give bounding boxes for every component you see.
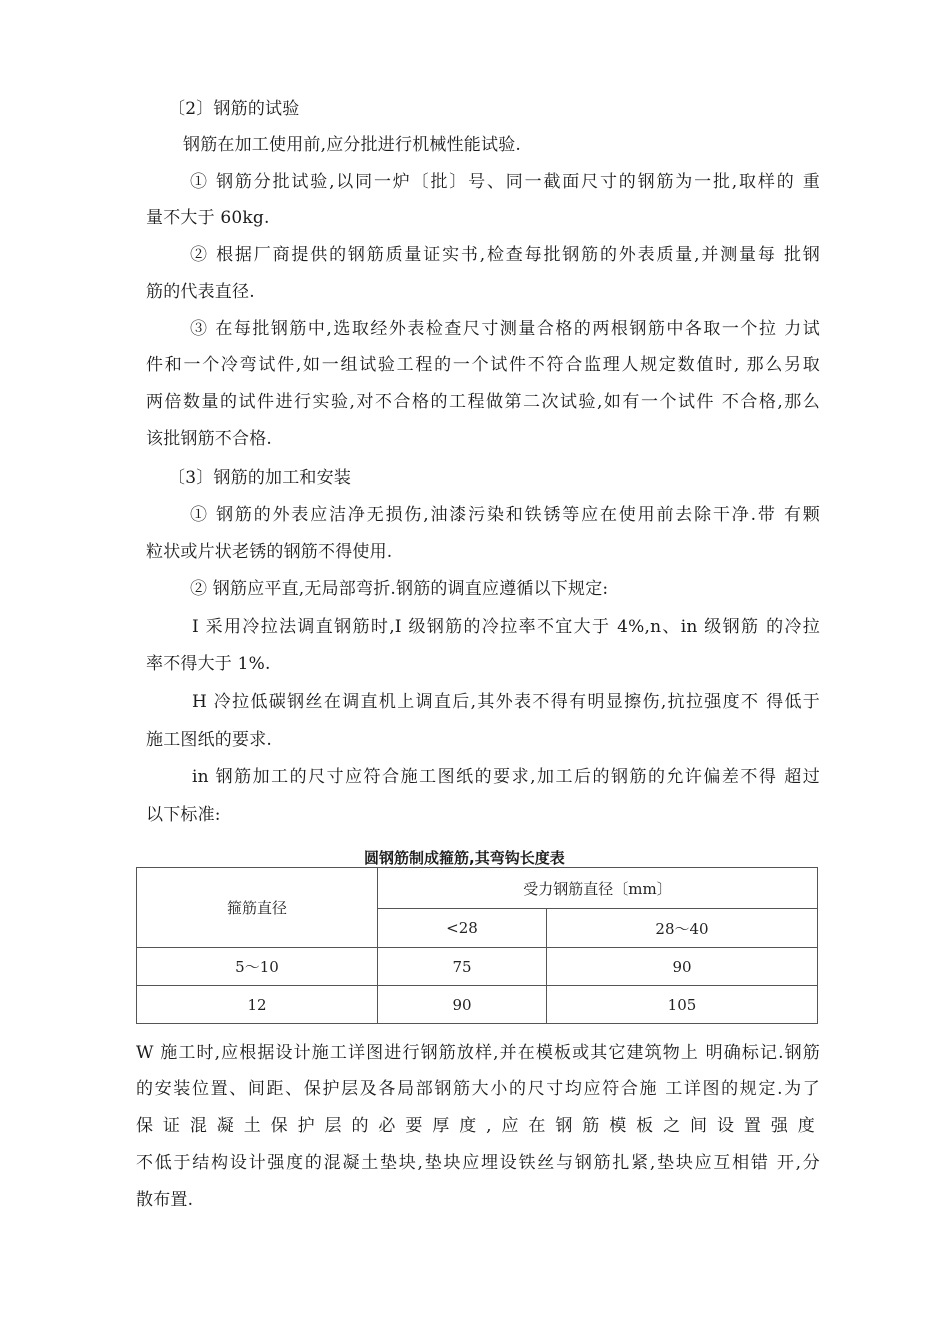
paragraph-line: 该批钢筋不合格. — [146, 429, 273, 449]
table-cell: 90 — [378, 986, 547, 1024]
paragraph-line: ③ 在每批钢筋中,选取经外表检查尺寸测量合格的两根钢筋中各取一个拉 力试 — [190, 319, 820, 339]
paragraph-line: I 采用冷拉法调直钢筋时,I 级钢筋的冷拉率不宜大于 4%,n、in 级钢筋 的冷拉 — [192, 617, 820, 637]
paragraph-line: in 钢筋加工的尺寸应符合施工图纸的要求,加工后的钢筋的允许偏差不得 超过 — [192, 767, 820, 787]
paragraph-line: 的安装位置、间距、保护层及各局部钢筋大小的尺寸均应符合施 工详图的规定.为了 — [136, 1079, 820, 1099]
paragraph-line: 两倍数量的试件进行实验,对不合格的工程做第二次试验,如有一个试件 不合格,那么 — [146, 392, 820, 412]
paragraph-line: 施工图纸的要求. — [146, 730, 273, 750]
section-heading-processing: 〔3〕钢筋的加工和安装 — [168, 468, 352, 488]
paragraph-intro: 钢筋在加工使用前,应分批进行机械性能试验. — [183, 135, 522, 155]
paragraph-line: ① 钢筋分批试验,以同一炉〔批〕号、同一截面尺寸的钢筋为一批,取样的 重 — [190, 172, 820, 192]
paragraph-line: 件和一个冷弯试件,如一组试验工程的一个试件不符合监理人规定数值时, 那么另取 — [146, 355, 820, 375]
table-row — [137, 948, 818, 986]
paragraph-line: ② 钢筋应平直,无局部弯折.钢筋的调直应遵循以下规定: — [190, 579, 609, 599]
paragraph-line: 率不得大于 1%. — [146, 654, 271, 674]
table-subheader: <28 — [378, 909, 547, 948]
table-title: 圆钢筋制成箍筋,其弯钩长度表 — [364, 849, 565, 867]
table-header-stirrup: 箍筋直径 — [137, 868, 378, 948]
paragraph-line: 保证混凝土保护层的必要厚度,应在钢筋模板之间设置强度 — [136, 1116, 820, 1136]
paragraph-line: ② 根据厂商提供的钢筋质量证实书,检查每批钢筋的外表质量,并测量每 批钢 — [190, 245, 820, 265]
section-heading-test: 〔2〕钢筋的试验 — [168, 99, 300, 119]
table-row — [137, 986, 818, 1024]
paragraph-line: 粒状或片状老锈的钢筋不得使用. — [146, 542, 393, 562]
table-cell: 105 — [547, 986, 818, 1024]
paragraph-line: 筋的代表直径. — [146, 282, 255, 302]
paragraph-line: 不低于结构设计强度的混凝土垫块,垫块应埋设铁丝与钢筋扎紧,垫块应互相错 开,分 — [136, 1153, 820, 1173]
table-header-rebar: 受力钢筋直径〔mm〕 — [378, 868, 818, 909]
paragraph-line: ① 钢筋的外表应洁净无损伤,油漆污染和铁锈等应在使用前去除干净.带 有颗 — [190, 505, 820, 525]
table-cell: 75 — [378, 948, 547, 986]
table-subheader: 28〜40 — [547, 909, 818, 948]
paragraph-line: 散布置. — [136, 1190, 194, 1210]
table-cell: 12 — [137, 986, 378, 1024]
paragraph-line: 以下标准: — [146, 805, 221, 825]
hook-length-table — [136, 867, 818, 1024]
table-cell: 5〜10 — [137, 948, 378, 986]
table-cell: 90 — [547, 948, 818, 986]
paragraph-line: 量不大于 60kg. — [146, 208, 270, 228]
paragraph-line: H 冷拉低碳钢丝在调直机上调直后,其外表不得有明显擦伤,抗拉强度不 得低于 — [192, 692, 820, 712]
paragraph-line: W 施工时,应根据设计施工详图进行钢筋放样,并在模板或其它建筑物上 明确标记.钢筋 — [136, 1043, 820, 1063]
